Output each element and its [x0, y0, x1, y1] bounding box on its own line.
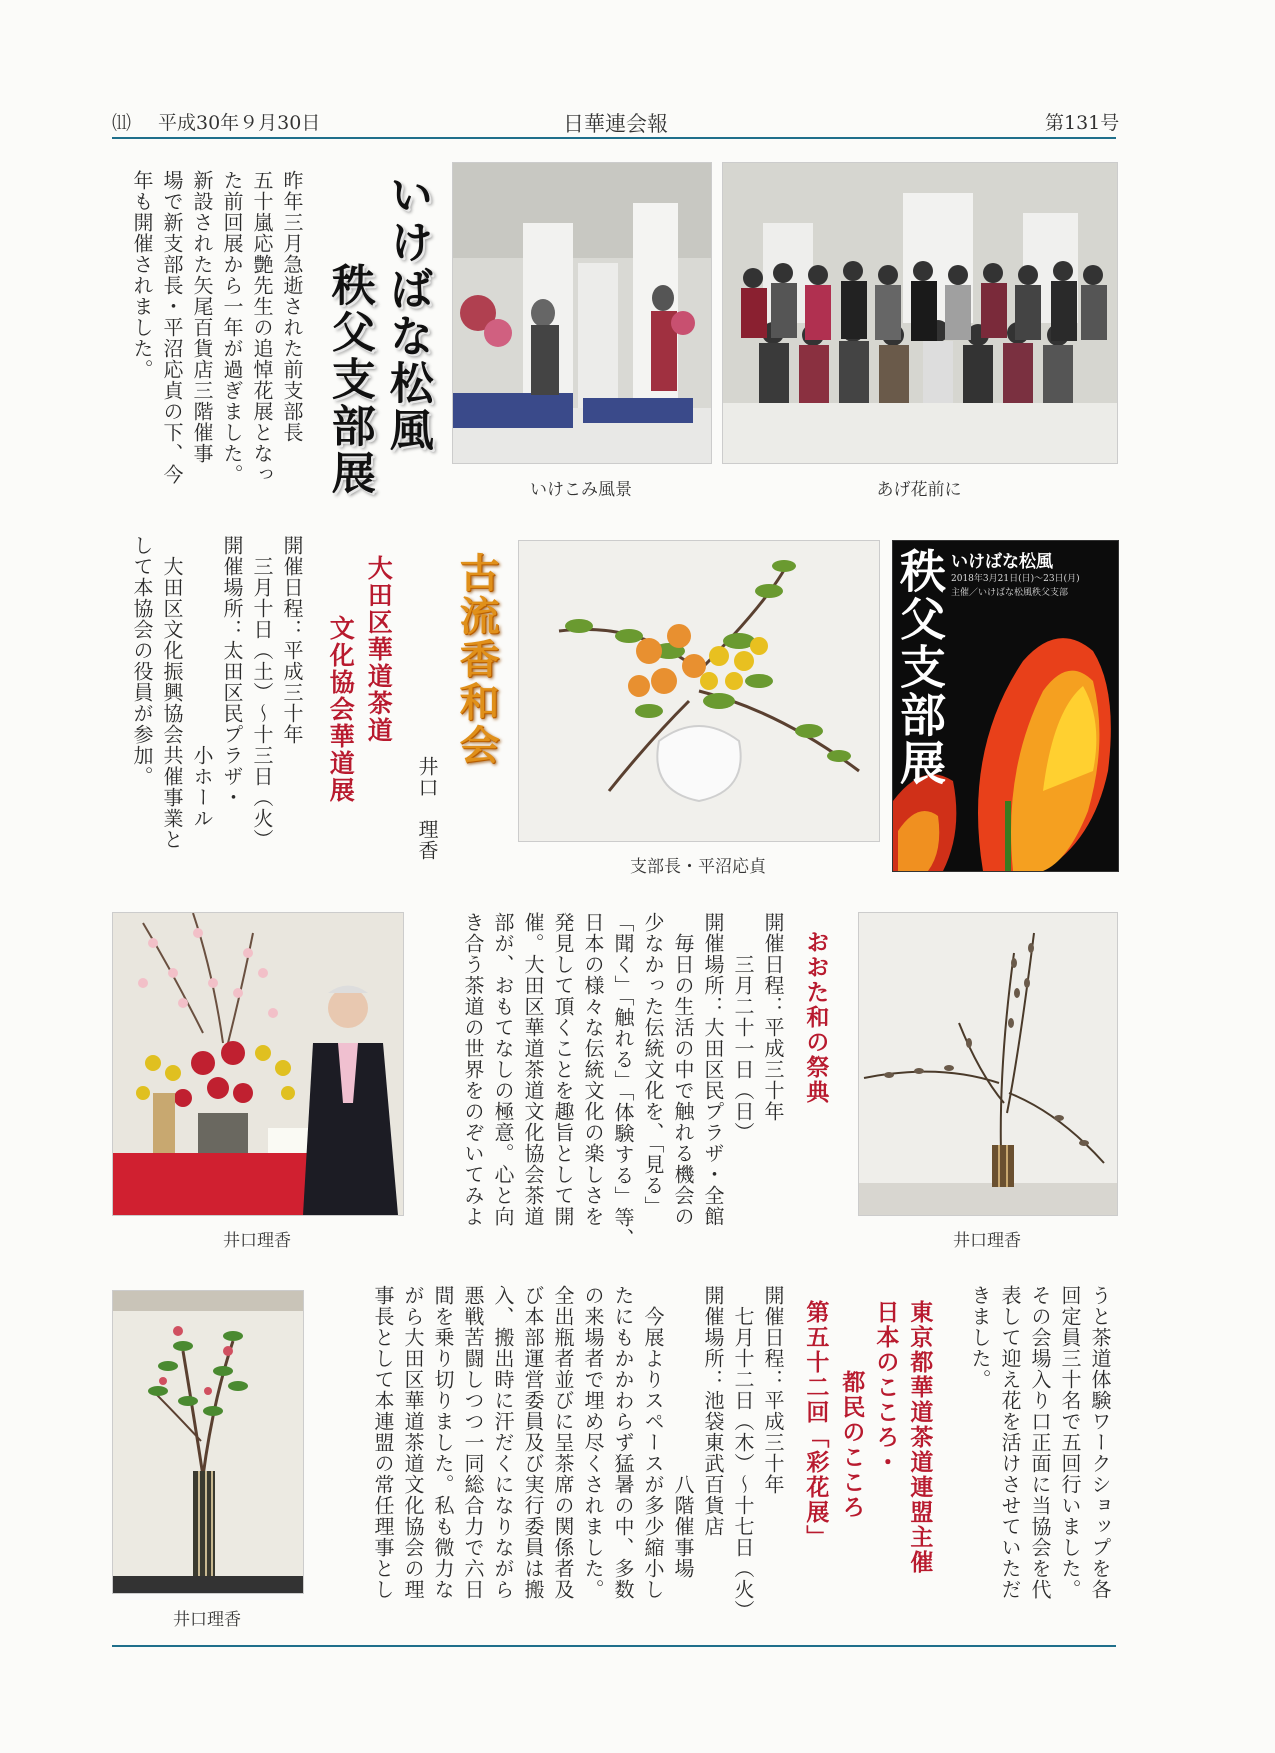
photo-willow-arrangement [858, 912, 1118, 1216]
poster-organizer: 主催／いけばな松風秩父支部 [951, 588, 1069, 598]
tokyo-body: 開催日程：平成三十年 七月十二日（木）～十七日（火） 開催場所：池袋東武百貨店 八階催事場 今展よりスペースが多少縮小し たにもかかわらず猛暑の中、多数 の来場者で埋め尽くされました。 全出瓶者並びに呈茶席の関係者及 び本部運営委員及び実行委員は搬 入、搬出時に汗だくになりながら 悪戦苦闘しつつ一同総合力で六日 間を乗り切りました。私も微力な がら大田区華道茶道文化協会の理 事長として本連盟の常任理事とし [371, 1285, 785, 1621]
exhibit-title-line1: 大田区華道茶道 [364, 555, 394, 744]
issue-date: 平成30年９月30日 [158, 112, 321, 134]
chichibu-title-line1: いけばな松風 [381, 172, 433, 454]
caption-tokyo: 井口理香 [173, 1610, 241, 1630]
photo-ikekomi [452, 162, 712, 464]
photo-iguchi-with-arrangement [112, 912, 404, 1216]
author-name: 井口 理香 [415, 756, 439, 861]
footer-rule [112, 1645, 1116, 1647]
caption-ikekomi: いけこみ風景 [530, 480, 632, 500]
poster-chichibu [892, 540, 1119, 872]
chichibu-body: 昨年三月急逝された前支部長 五十嵐応艶先生の追悼花展となっ た前回展から一年が過ぎました。 新設された矢尾百貨店三階催事 場で新支部長・平沼応貞の下、今 年も開催されました。 [130, 170, 304, 485]
header-rule [112, 137, 1116, 139]
poster-date: 2018年3月21日(日)～23日(月) [951, 574, 1080, 584]
poster-title: 秩父支部展 [893, 547, 947, 787]
photo-tall-arrangement [112, 1290, 304, 1594]
caption-group: あげ花前に [876, 480, 962, 500]
issue-number: 第131号 [1045, 112, 1120, 134]
photo-arrangement [518, 540, 880, 842]
tokyo-title-line2: 日本のこころ・ [872, 1300, 899, 1475]
caption-festival-left: 井口理香 [223, 1231, 291, 1251]
workshop-body: うと茶道体験ワークショップを各 回定員三十名で五回行いました。 その会場入り口正面に当協会を代 表して迎え花を活けさせていただ きました。 [968, 1285, 1112, 1600]
exhibit-body: 開催日程：平成三十年 三月十日（土）～十三日（火） 開催場所：太田区民プラザ・ 小ホール 大田区文化振興協会共催事業と して本協会の役員が参加。 [130, 535, 304, 850]
exhibit-title-line2: 文化協会華道展 [326, 615, 356, 804]
chichibu-title-line2: 秩父支部展 [323, 262, 375, 497]
poster-heading: いけばな松風 [951, 552, 1053, 572]
caption-arrangement: 支部長・平沼応貞 [630, 857, 766, 877]
tokyo-title-line4: 第五十二回「彩花展」 [802, 1300, 829, 1550]
tokyo-title-line1: 東京都華道茶道連盟主催 [906, 1300, 933, 1575]
photo-group [722, 162, 1118, 464]
newspaper-name: 日華連会報 [563, 112, 668, 136]
festival-body: 開催日程：平成三十年 三月二十一日（日） 開催場所：大田区民プラザ・全館 毎日の生活の中で触れる機会の 少なかった伝統文化を、「見る」 「聞く」「触れる」「体験する」等、 日本の様々な伝統文化の楽しさを 発見して頂くことを趣旨として開 催。大田区華道茶道文化協会茶道 部が、おもてなしの極意。心と向 き合う茶道の世界をのぞいてみよ [461, 912, 785, 1249]
tokyo-title-line3: 都民のこころ [838, 1370, 865, 1520]
page-number: ⑾ [112, 112, 132, 134]
caption-festival-right: 井口理香 [953, 1231, 1021, 1251]
festival-title: おおた和の祭典 [802, 930, 829, 1105]
school-title: 古流香和会 [453, 552, 499, 767]
